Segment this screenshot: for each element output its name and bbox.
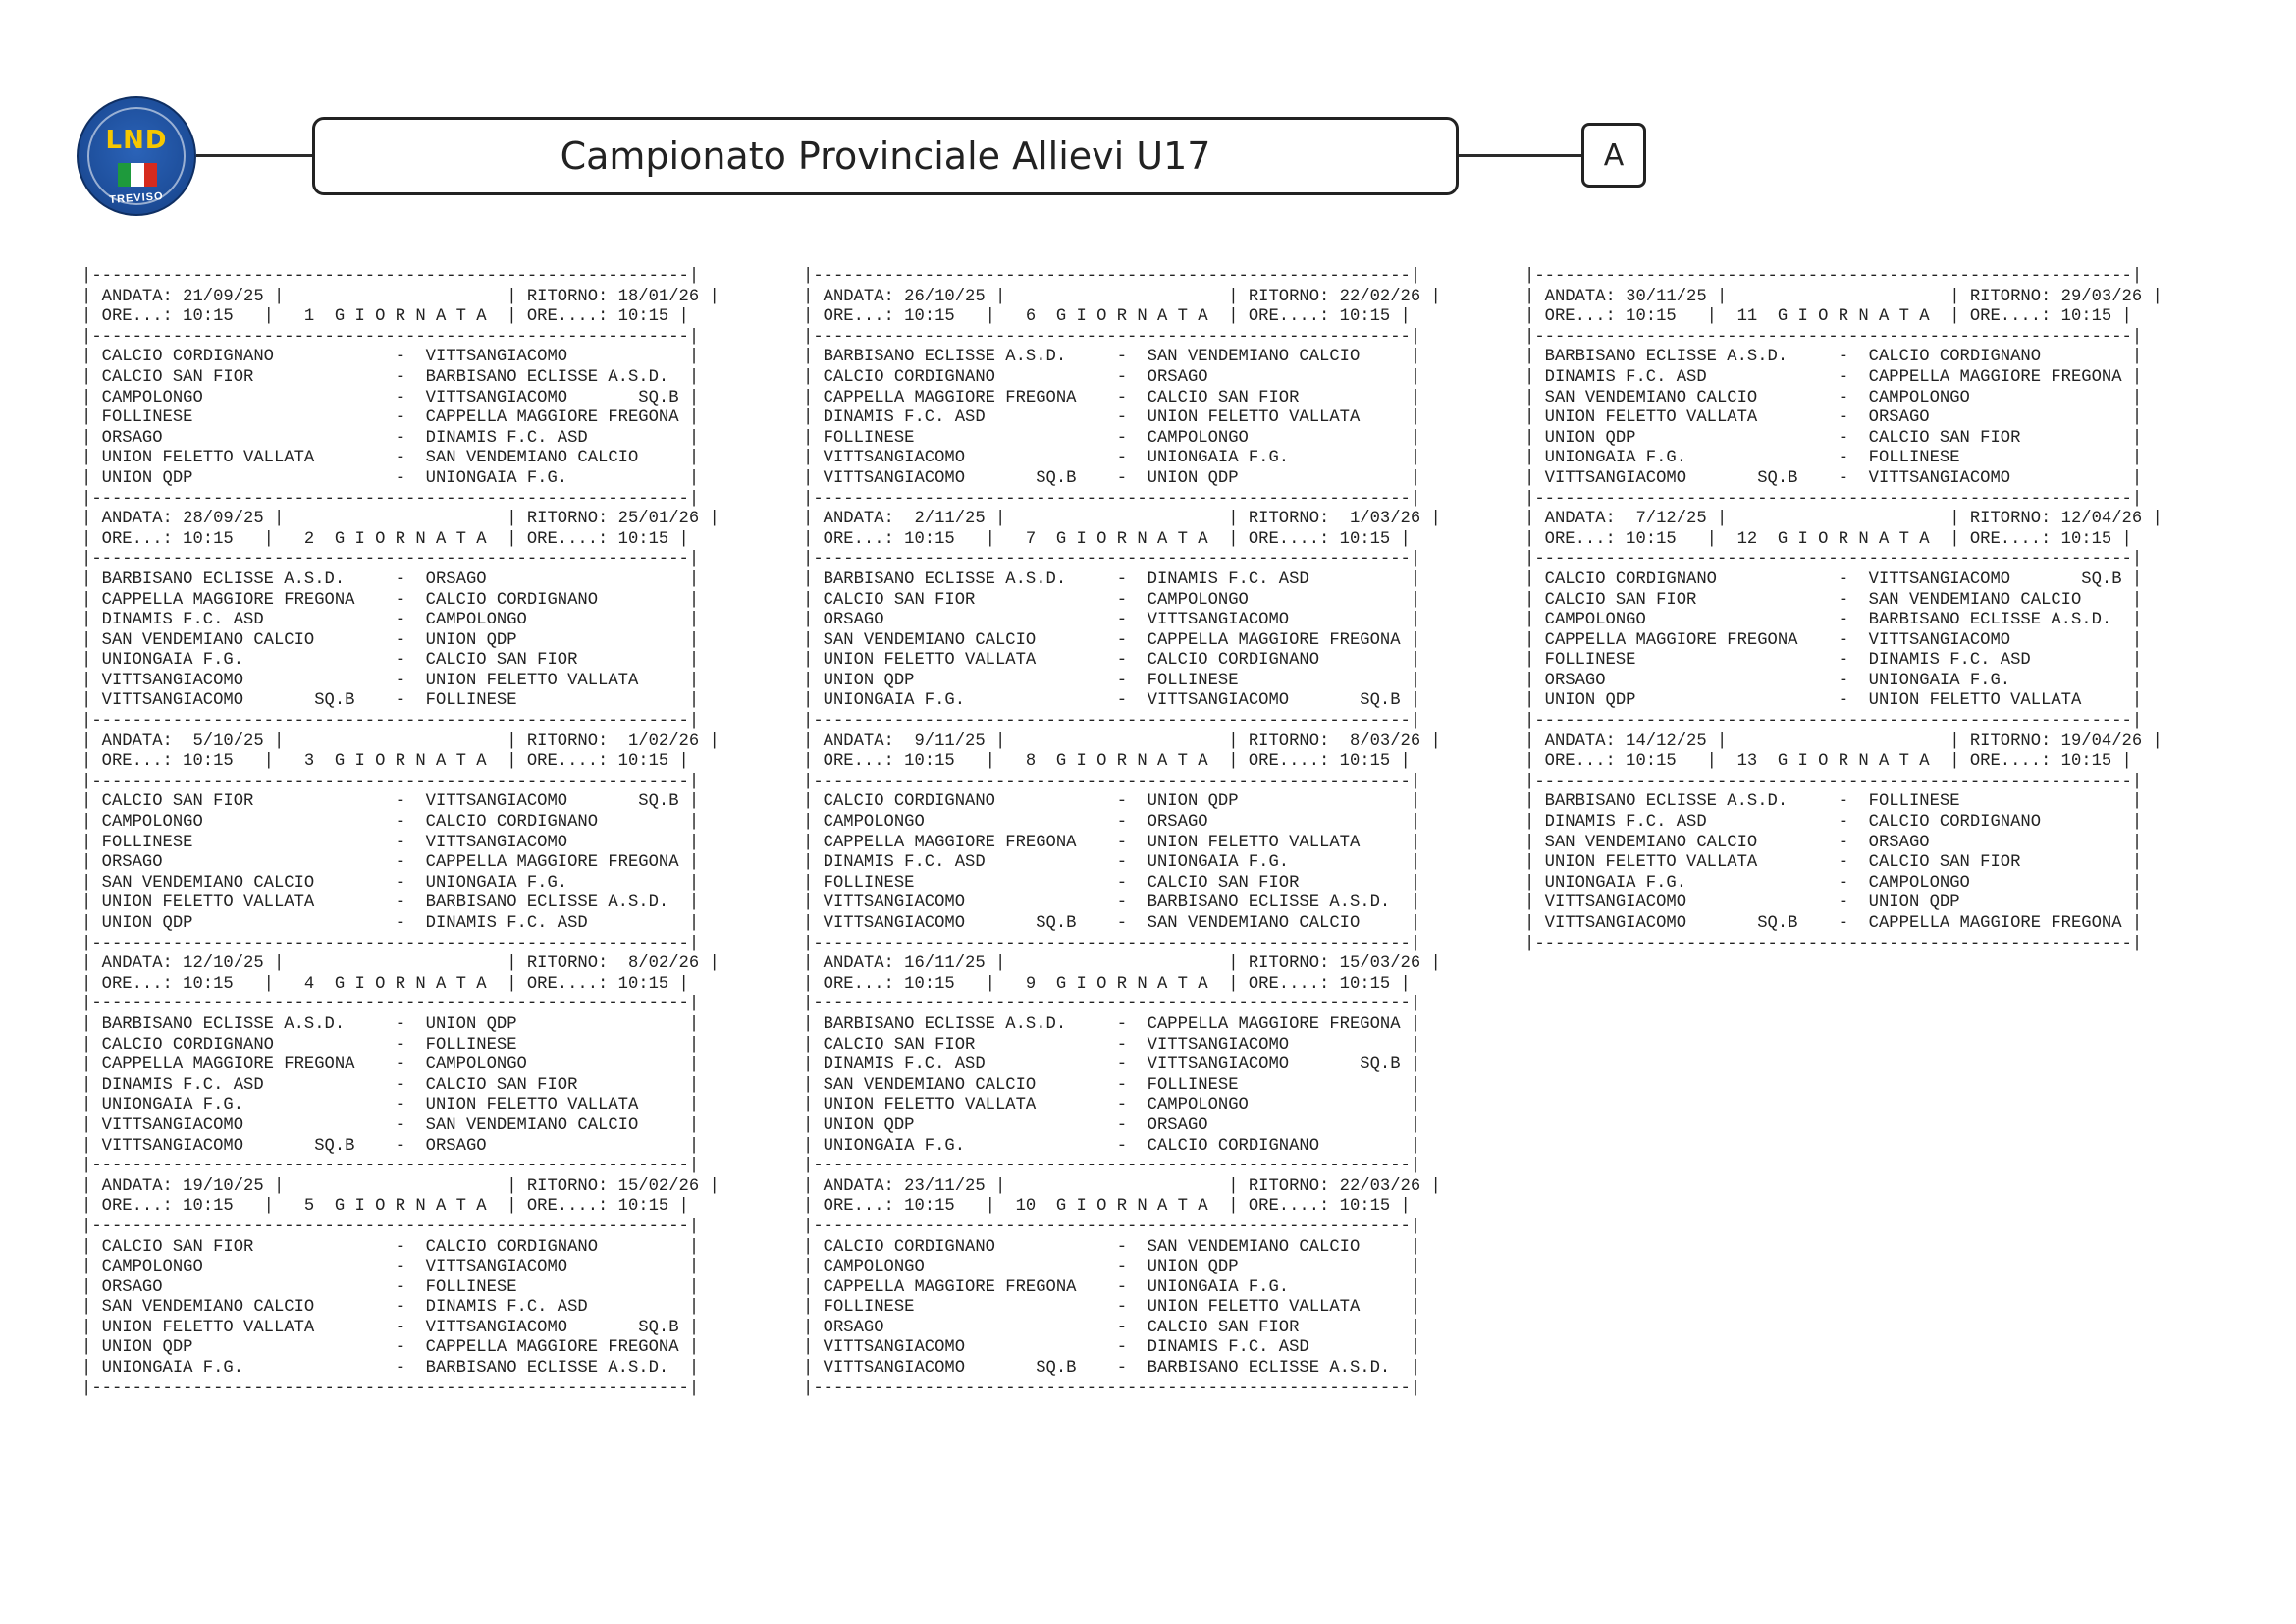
match-row: | ORSAGO - CALCIO SAN FIOR | [803,1318,1421,1337]
giornata-block [81,732,720,955]
giornata-header: | ORE...: 10:15 | 5 G I O R N A T A | ORE....: 10:15 | [81,1197,689,1217]
match-row: | UNIONGAIA F.G. - CAMPOLONGO | [1524,873,2143,893]
match-row: | CALCIO SAN FIOR - SAN VENDEMIANO CALCIO | [1524,590,2143,610]
giornata-header: | ORE...: 10:15 | 10 G I O R N A T A | ORE....: 10:15 | [803,1197,1411,1217]
separator-line: |-----------------------------------------------------------| [1524,712,2143,731]
page-title-box [312,117,1459,195]
match-row: | BARBISANO ECLISSE A.S.D. - SAN VENDEMIANO CALCIO | [803,348,1421,367]
match-row: | FOLLINESE - VITTSANGIACOMO | [81,833,700,852]
match-row: | ORSAGO - UNIONGAIA F.G. | [1524,671,2143,690]
separator-line: |-----------------------------------------------------------| [803,489,1421,509]
giornata-dates: | ANDATA: 5/10/25 | | RITORNO: 1/02/26 | [81,731,720,751]
separator-line: |-----------------------------------------------------------| [81,1217,700,1236]
separator-line: |-----------------------------------------------------------| [1524,489,2143,509]
separator-line: |-----------------------------------------------------------| [81,772,700,791]
giornata-block [81,954,720,1177]
match-row: | UNIONGAIA F.G. - CALCIO CORDIGNANO | [803,1136,1421,1156]
lnd-treviso-logo [77,96,196,216]
match-row: | VITTSANGIACOMO - SAN VENDEMIANO CALCIO | [81,1115,700,1135]
separator-line: |-----------------------------------------------------------| [81,995,700,1014]
match-row: | UNIONGAIA F.G. - UNION FELETTO VALLATA | [81,1096,700,1115]
match-row: | BARBISANO ECLISSE A.S.D. - ORSAGO | [81,569,700,589]
giornata-block [803,954,1441,1177]
match-row: | BARBISANO ECLISSE A.S.D. - CALCIO CORDIGNANO | [1524,348,2143,367]
match-row: | VITTSANGIACOMO SQ.B - ORSAGO | [81,1136,700,1156]
giornata-dates: | ANDATA: 14/12/25 | | RITORNO: 19/04/26 | [1524,731,2163,751]
giornata-header: | ORE...: 10:15 | 9 G I O R N A T A | ORE....: 10:15 | [803,974,1411,994]
match-row: | CAPPELLA MAGGIORE FREGONA - VITTSANGIACOMO | [1524,630,2143,650]
giornata-header: | ORE...: 10:15 | 11 G I O R N A T A | ORE....: 10:15 | [1524,307,2132,327]
giornata-header: | ORE...: 10:15 | 12 G I O R N A T A | ORE....: 10:15 | [1524,529,2132,549]
giornata-dates: | ANDATA: 12/10/25 | | RITORNO: 8/02/26 | [81,954,720,974]
match-row: | ORSAGO - VITTSANGIACOMO | [803,611,1421,630]
match-row: | CAMPOLONGO - VITTSANGIACOMO | [81,1258,700,1277]
match-row: | CALCIO SAN FIOR - VITTSANGIACOMO | [803,1035,1421,1055]
match-row: | DINAMIS F.C. ASD - CALCIO CORDIGNANO | [1524,813,2143,833]
schedule-column-1 [81,267,720,1399]
match-row: | CALCIO CORDIGNANO - VITTSANGIACOMO SQ.B | [1524,569,2143,589]
match-row: | FOLLINESE - CAPPELLA MAGGIORE FREGONA | [81,408,700,428]
giornata-dates: | ANDATA: 9/11/25 | | RITORNO: 8/03/26 | [803,731,1441,751]
separator-line: |-----------------------------------------------------------| [803,550,1421,569]
giornata-header: | ORE...: 10:15 | 1 G I O R N A T A | ORE....: 10:15 | [81,307,689,327]
match-row: | UNION QDP - CAPPELLA MAGGIORE FREGONA | [81,1338,700,1358]
separator-line: |-----------------------------------------------------------| [1524,934,2143,953]
match-row: | BARBISANO ECLISSE A.S.D. - FOLLINESE | [1524,792,2143,812]
match-row: | DINAMIS F.C. ASD - UNION FELETTO VALLATA | [803,408,1421,428]
giornata-block [1524,267,2163,510]
match-row: | UNION QDP - UNION FELETTO VALLATA | [1524,691,2143,711]
separator-line: |-----------------------------------------------------------| [1524,267,2143,286]
match-row: | UNION QDP - CALCIO SAN FIOR | [1524,428,2143,448]
match-row: | VITTSANGIACOMO - UNION FELETTO VALLATA | [81,671,700,690]
separator-line: |-----------------------------------------------------------| [803,934,1421,953]
giornata-dates: | ANDATA: 28/09/25 | | RITORNO: 25/01/26 | [81,510,720,529]
match-row: | UNIONGAIA F.G. - BARBISANO ECLISSE A.S.D. | [81,1359,700,1379]
match-row: | VITTSANGIACOMO SQ.B - UNION QDP | [803,468,1421,488]
separator-line: |-----------------------------------------------------------| [803,1379,1421,1398]
match-row: | FOLLINESE - UNION FELETTO VALLATA | [803,1298,1421,1318]
group-badge [1581,123,1646,188]
match-row: | CALCIO CORDIGNANO - VITTSANGIACOMO | [81,348,700,367]
separator-line: |-----------------------------------------------------------| [81,1157,700,1176]
separator-line: |-----------------------------------------------------------| [81,550,700,569]
match-row: | SAN VENDEMIANO CALCIO - UNIONGAIA F.G. | [81,873,700,893]
match-row: | CAMPOLONGO - CALCIO CORDIGNANO | [81,813,700,833]
match-row: | UNION QDP - UNIONGAIA F.G. | [81,468,700,488]
match-row: | CAPPELLA MAGGIORE FREGONA - CAMPOLONGO | [81,1056,700,1075]
separator-line: |-----------------------------------------------------------| [803,267,1421,286]
logo-lettering: LND [105,126,168,155]
match-row: | VITTSANGIACOMO - UNIONGAIA F.G. | [803,449,1421,468]
match-row: | VITTSANGIACOMO - BARBISANO ECLISSE A.S.D. | [803,893,1421,913]
giornata-dates: | ANDATA: 23/11/25 | | RITORNO: 22/03/26 | [803,1176,1441,1196]
separator-line: |-----------------------------------------------------------| [81,267,700,286]
separator-line: |-----------------------------------------------------------| [81,712,700,731]
giornata-header: | ORE...: 10:15 | 13 G I O R N A T A | ORE....: 10:15 | [1524,752,2132,772]
giornata-header: | ORE...: 10:15 | 8 G I O R N A T A | ORE....: 10:15 | [803,752,1411,772]
match-row: | CAPPELLA MAGGIORE FREGONA - CALCIO CORDIGNANO | [81,590,700,610]
match-row: | CALCIO SAN FIOR - VITTSANGIACOMO SQ.B | [81,792,700,812]
separator-line: |-----------------------------------------------------------| [1524,327,2143,347]
separator-line: |-----------------------------------------------------------| [803,772,1421,791]
separator-line: |-----------------------------------------------------------| [1524,772,2143,791]
match-row: | UNION FELETTO VALLATA - VITTSANGIACOMO SQ.B | [81,1318,700,1337]
match-row: | UNION QDP - FOLLINESE | [803,671,1421,690]
giornata-header: | ORE...: 10:15 | 6 G I O R N A T A | ORE....: 10:15 | [803,307,1411,327]
separator-line: |-----------------------------------------------------------| [81,489,700,509]
giornata-block [803,267,1441,510]
match-row: | VITTSANGIACOMO SQ.B - CAPPELLA MAGGIORE FREGONA | [1524,914,2143,933]
match-row: | UNION QDP - ORSAGO | [803,1115,1421,1135]
giornata-dates: | ANDATA: 21/09/25 | | RITORNO: 18/01/26 | [81,287,720,306]
match-row: | UNION FELETTO VALLATA - CALCIO CORDIGNANO | [803,651,1421,671]
match-row: | SAN VENDEMIANO CALCIO - FOLLINESE | [803,1075,1421,1095]
giornata-dates: | ANDATA: 2/11/25 | | RITORNO: 1/03/26 | [803,510,1441,529]
match-row: | CAMPOLONGO - UNION QDP | [803,1258,1421,1277]
match-row: | ORSAGO - DINAMIS F.C. ASD | [81,428,700,448]
match-row: | SAN VENDEMIANO CALCIO - UNION QDP | [81,630,700,650]
match-row: | DINAMIS F.C. ASD - VITTSANGIACOMO SQ.B | [803,1056,1421,1075]
separator-line: |-----------------------------------------------------------| [803,995,1421,1014]
match-row: | SAN VENDEMIANO CALCIO - CAMPOLONGO | [1524,388,2143,407]
match-row: | CAPPELLA MAGGIORE FREGONA - UNION FELETTO VALLATA | [803,833,1421,852]
separator-line: |-----------------------------------------------------------| [81,1379,700,1398]
match-row: | UNION FELETTO VALLATA - BARBISANO ECLISSE A.S.D. | [81,893,700,913]
match-row: | CALCIO CORDIGNANO - UNION QDP | [803,792,1421,812]
separator-line: |-----------------------------------------------------------| [81,934,700,953]
giornata-dates: | ANDATA: 26/10/25 | | RITORNO: 22/02/26 | [803,287,1441,306]
match-row: | DINAMIS F.C. ASD - CALCIO SAN FIOR | [81,1075,700,1095]
match-row: | CALCIO CORDIGNANO - ORSAGO | [803,367,1421,387]
match-row: | BARBISANO ECLISSE A.S.D. - UNION QDP | [81,1014,700,1034]
logo-city: TREVISO [108,190,164,206]
match-row: | CALCIO SAN FIOR - BARBISANO ECLISSE A.S.D. | [81,367,700,387]
match-row: | CALCIO CORDIGNANO - SAN VENDEMIANO CALCIO | [803,1237,1421,1257]
match-row: | SAN VENDEMIANO CALCIO - CAPPELLA MAGGIORE FREGONA | [803,630,1421,650]
match-row: | VITTSANGIACOMO SQ.B - SAN VENDEMIANO CALCIO | [803,914,1421,933]
schedule-column-3 [1524,267,2163,954]
schedule-column-2 [803,267,1441,1399]
match-row: | VITTSANGIACOMO SQ.B - BARBISANO ECLISSE A.S.D. | [803,1359,1421,1379]
match-row: | ORSAGO - CAPPELLA MAGGIORE FREGONA | [81,853,700,873]
separator-line: |-----------------------------------------------------------| [803,1157,1421,1176]
match-row: | VITTSANGIACOMO SQ.B - VITTSANGIACOMO | [1524,468,2143,488]
separator-line: |-----------------------------------------------------------| [81,327,700,347]
match-row: | FOLLINESE - CALCIO SAN FIOR | [803,873,1421,893]
match-row: | ORSAGO - FOLLINESE | [81,1277,700,1297]
giornata-block [803,1177,1441,1400]
match-row: | SAN VENDEMIANO CALCIO - ORSAGO | [1524,833,2143,852]
connector-line-right [1459,154,1581,157]
giornata-block [1524,732,2163,955]
match-row: | FOLLINESE - CAMPOLONGO | [803,428,1421,448]
giornata-header: | ORE...: 10:15 | 7 G I O R N A T A | ORE....: 10:15 | [803,529,1411,549]
giornata-dates: | ANDATA: 19/10/25 | | RITORNO: 15/02/26 | [81,1176,720,1196]
giornata-block [1524,510,2163,732]
page-title: Campionato Provinciale Allievi U17 [560,135,1211,178]
match-row: | CAMPOLONGO - ORSAGO | [803,813,1421,833]
match-row: | UNIONGAIA F.G. - VITTSANGIACOMO SQ.B | [803,691,1421,711]
match-row: | DINAMIS F.C. ASD - UNIONGAIA F.G. | [803,853,1421,873]
match-row: | VITTSANGIACOMO - UNION QDP | [1524,893,2143,913]
match-row: | CAPPELLA MAGGIORE FREGONA - CALCIO SAN FIOR | [803,388,1421,407]
giornata-dates: | ANDATA: 16/11/25 | | RITORNO: 15/03/26 | [803,954,1441,974]
match-row: | CAMPOLONGO - BARBISANO ECLISSE A.S.D. | [1524,611,2143,630]
separator-line: |-----------------------------------------------------------| [803,1217,1421,1236]
match-row: | BARBISANO ECLISSE A.S.D. - CAPPELLA MAGGIORE FREGONA | [803,1014,1421,1034]
match-row: | DINAMIS F.C. ASD - CAPPELLA MAGGIORE FREGONA | [1524,367,2143,387]
giornata-dates: | ANDATA: 30/11/25 | | RITORNO: 29/03/26 | [1524,287,2163,306]
match-row: | UNION FELETTO VALLATA - CAMPOLONGO | [803,1096,1421,1115]
match-row: | UNION FELETTO VALLATA - CALCIO SAN FIOR | [1524,853,2143,873]
group-label: A [1603,137,1625,173]
match-row: | CAMPOLONGO - VITTSANGIACOMO SQ.B | [81,388,700,407]
giornata-header: | ORE...: 10:15 | 2 G I O R N A T A | ORE....: 10:15 | [81,529,689,549]
connector-line-left [196,154,312,157]
match-row: | UNIONGAIA F.G. - CALCIO SAN FIOR | [81,651,700,671]
giornata-block [81,1177,720,1400]
match-row: | VITTSANGIACOMO SQ.B - FOLLINESE | [81,691,700,711]
match-row: | CALCIO CORDIGNANO - FOLLINESE | [81,1035,700,1055]
giornata-header: | ORE...: 10:15 | 4 G I O R N A T A | ORE....: 10:15 | [81,974,689,994]
match-row: | FOLLINESE - DINAMIS F.C. ASD | [1524,651,2143,671]
match-row: | SAN VENDEMIANO CALCIO - DINAMIS F.C. ASD | [81,1298,700,1318]
giornata-header: | ORE...: 10:15 | 3 G I O R N A T A | ORE....: 10:15 | [81,752,689,772]
match-row: | UNION FELETTO VALLATA - ORSAGO | [1524,408,2143,428]
separator-line: |-----------------------------------------------------------| [1524,550,2143,569]
match-row: | CAPPELLA MAGGIORE FREGONA - UNIONGAIA F.G. | [803,1277,1421,1297]
italian-flag-icon [118,163,157,187]
match-row: | UNIONGAIA F.G. - FOLLINESE | [1524,449,2143,468]
match-row: | CALCIO SAN FIOR - CALCIO CORDIGNANO | [81,1237,700,1257]
match-row: | VITTSANGIACOMO - DINAMIS F.C. ASD | [803,1338,1421,1358]
match-row: | DINAMIS F.C. ASD - CAMPOLONGO | [81,611,700,630]
giornata-block [81,267,720,510]
separator-line: |-----------------------------------------------------------| [803,712,1421,731]
giornata-dates: | ANDATA: 7/12/25 | | RITORNO: 12/04/26 | [1524,510,2163,529]
giornata-block [803,510,1441,732]
match-row: | UNION QDP - DINAMIS F.C. ASD | [81,914,700,933]
match-row: | CALCIO SAN FIOR - CAMPOLONGO | [803,590,1421,610]
match-row: | BARBISANO ECLISSE A.S.D. - DINAMIS F.C. ASD | [803,569,1421,589]
match-row: | UNION FELETTO VALLATA - SAN VENDEMIANO CALCIO | [81,449,700,468]
giornata-block [81,510,720,732]
separator-line: |-----------------------------------------------------------| [803,327,1421,347]
giornata-block [803,732,1441,955]
